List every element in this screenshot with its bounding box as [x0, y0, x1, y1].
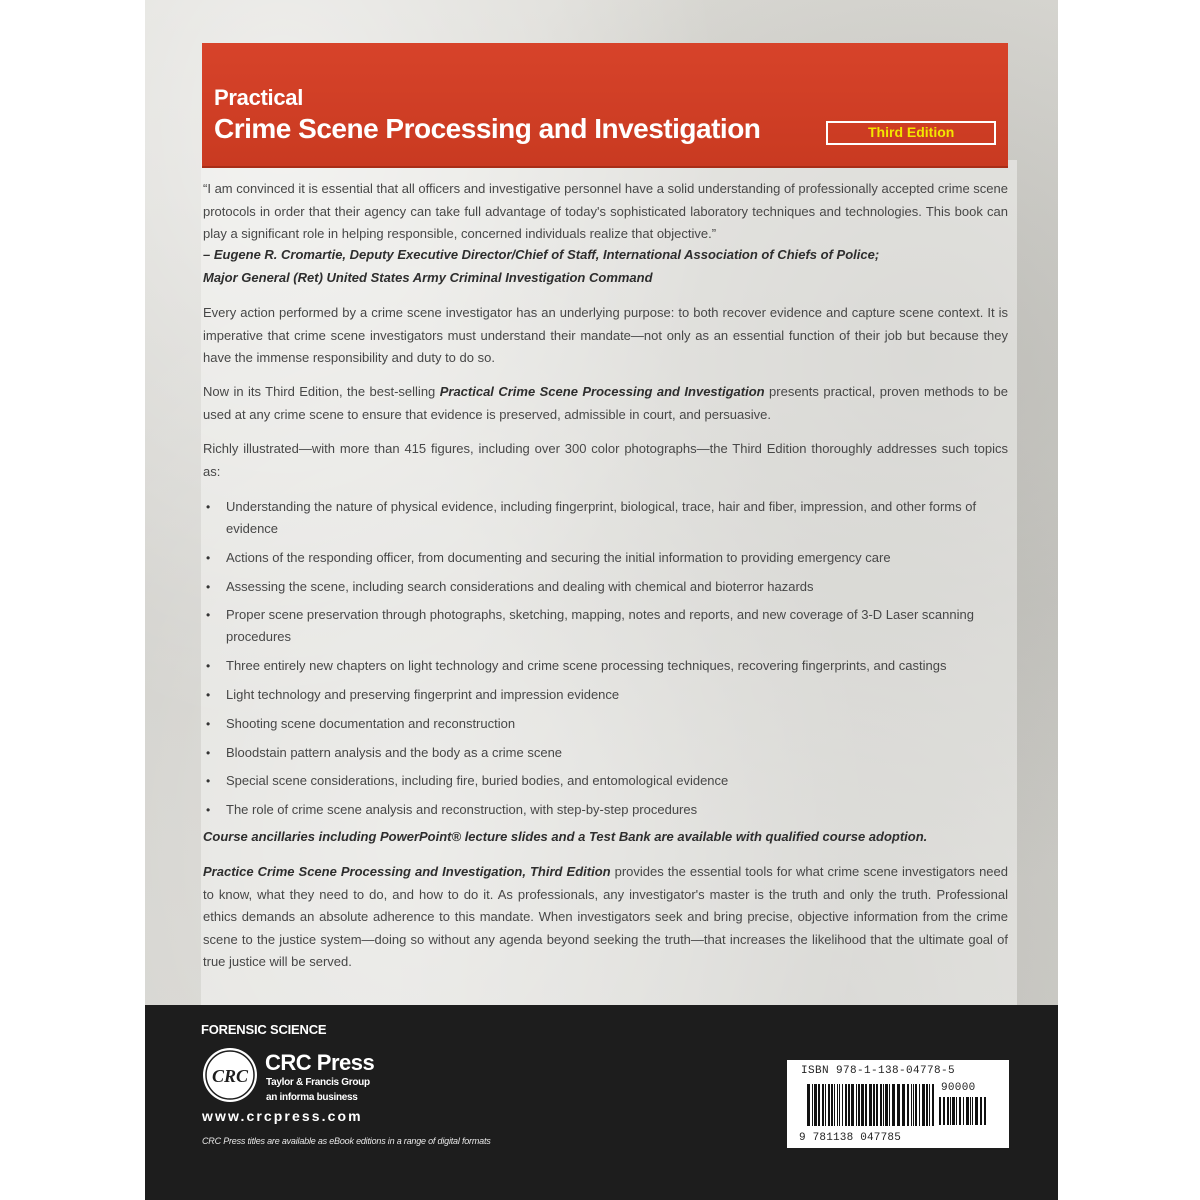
list-item: • Actions of the responding officer, from documenting and securing the initial information to providing emergency care	[203, 547, 993, 569]
list-item: • Understanding the nature of physical evidence, including fingerprint, biological, trace, hair and fiber, impression, and other forms of evidence	[203, 496, 993, 540]
book-title: Crime Scene Processing and Investigation	[214, 113, 761, 144]
closing-paragraph-title: Practice Crime Scene Processing and Investigation, Third Edition	[203, 864, 611, 879]
isbn-number: ISBN 978-1-138-04778-5	[801, 1065, 956, 1077]
list-item: • Three entirely new chapters on light technology and crime scene processing techniques, recovering fingerprints, and castings	[203, 655, 993, 677]
edition-badge: Third Edition	[826, 121, 996, 145]
edition-paragraph	[203, 381, 1008, 426]
list-item: • Light technology and preserving fingerprint and impression evidence	[203, 684, 993, 706]
topics-list	[203, 496, 1008, 828]
price-barcode-icon	[939, 1097, 987, 1125]
list-item: • The role of crime scene analysis and reconstruction, with step-by-step procedures	[203, 799, 993, 821]
quote-author: – Eugene R. Cromartie,	[203, 247, 347, 262]
endorsement-attribution	[203, 244, 1008, 289]
closing-paragraph-body: provides the essential tools for what crime scene investigators need to know, what they need to do, and how to do it. As professionals, any investigator's master is the truth and only the truth. Professional ethics demands an absolute adherence to this mandate. When investigators seek and bring precise, objective information from the crime scene to the justice system—doing so without any agenda beyond seeking the truth—that increases the likelihood that the ultimate goal of true justice will be served.	[203, 864, 1008, 969]
price-code: 90000	[941, 1082, 976, 1094]
intro-paragraph: Every action performed by a crime scene investigator has an underlying purpose: to both recover evidence and capture scene context. It is imperative that crime scene investigators must understand their mandate—not only as an essential function of their job but because they have the immense responsibility and duty to do so.	[203, 305, 1008, 365]
crc-logo-icon	[202, 1047, 258, 1103]
publisher-tagline: an informa business	[266, 1092, 358, 1103]
publisher-website: www.crcpress.com	[202, 1108, 363, 1124]
title-prefix: Practical	[214, 85, 304, 110]
publisher-group: Taylor & Francis Group	[266, 1077, 370, 1088]
book-back-cover	[145, 0, 1058, 1200]
subject-category: FORENSIC SCIENCE	[201, 1022, 327, 1037]
crc-logo-text: CRC	[211, 1066, 249, 1086]
publisher-name: CRC Press	[265, 1050, 375, 1075]
list-item: • Special scene considerations, including fire, buried bodies, and entomological evidence	[203, 770, 993, 792]
quote-author-title: Deputy Executive Director/Chief of Staff, International Association of Chiefs of Police;	[349, 247, 880, 262]
ebook-note: CRC Press titles are available as eBook editions in a range of digital formats	[202, 1136, 491, 1146]
list-item: • Proper scene preservation through photographs, sketching, mapping, notes and reports, and new coverage of 3-D Laser scanning procedures	[203, 604, 993, 648]
edition-paragraph-title: Practical Crime Scene Processing and Investigation	[439, 384, 765, 399]
list-item: • Bloodstain pattern analysis and the body as a crime scene	[203, 742, 993, 764]
ean-digits: 9 781138 047785	[799, 1132, 902, 1144]
publisher-band	[145, 1005, 1058, 1200]
ean-barcode-icon	[807, 1084, 937, 1126]
ancillaries-note: Course ancillaries including PowerPoint® lecture slides and a Test Bank are available with qualified course adoption.	[203, 829, 928, 844]
edition-paragraph-start: Now in its Third Edition, the best-selling	[203, 384, 440, 399]
list-item: • Shooting scene documentation and reconstruction	[203, 713, 993, 735]
closing-paragraph	[203, 861, 1008, 974]
isbn-barcode	[787, 1060, 1009, 1148]
quote-author-title-2: Major General (Ret) United States Army Criminal Investigation Command	[203, 269, 653, 285]
list-item: • Assessing the scene, including search considerations and dealing with chemical and bioterror hazards	[203, 576, 993, 598]
edition-paragraph-end: presents practical, proven methods to be used at any crime scene to ensure that evidence is preserved, admissible in court, and persuasive.	[203, 384, 1008, 422]
topics-intro-paragraph: Richly illustrated—with more than 415 figures, including over 300 color photographs—the Third Edition thoroughly addresses such topics as:	[203, 441, 1008, 479]
endorsement-quote: “I am convinced it is essential that all officers and investigative personnel have a solid understanding of professionally accepted crime scene protocols in order that their agency can take full advantage of today's sophisticated laboratory techniques and technologies. This book can play a significant role in helping responsible, concerned individuals realize that objective.”	[203, 181, 1008, 241]
title-band	[202, 43, 1008, 168]
